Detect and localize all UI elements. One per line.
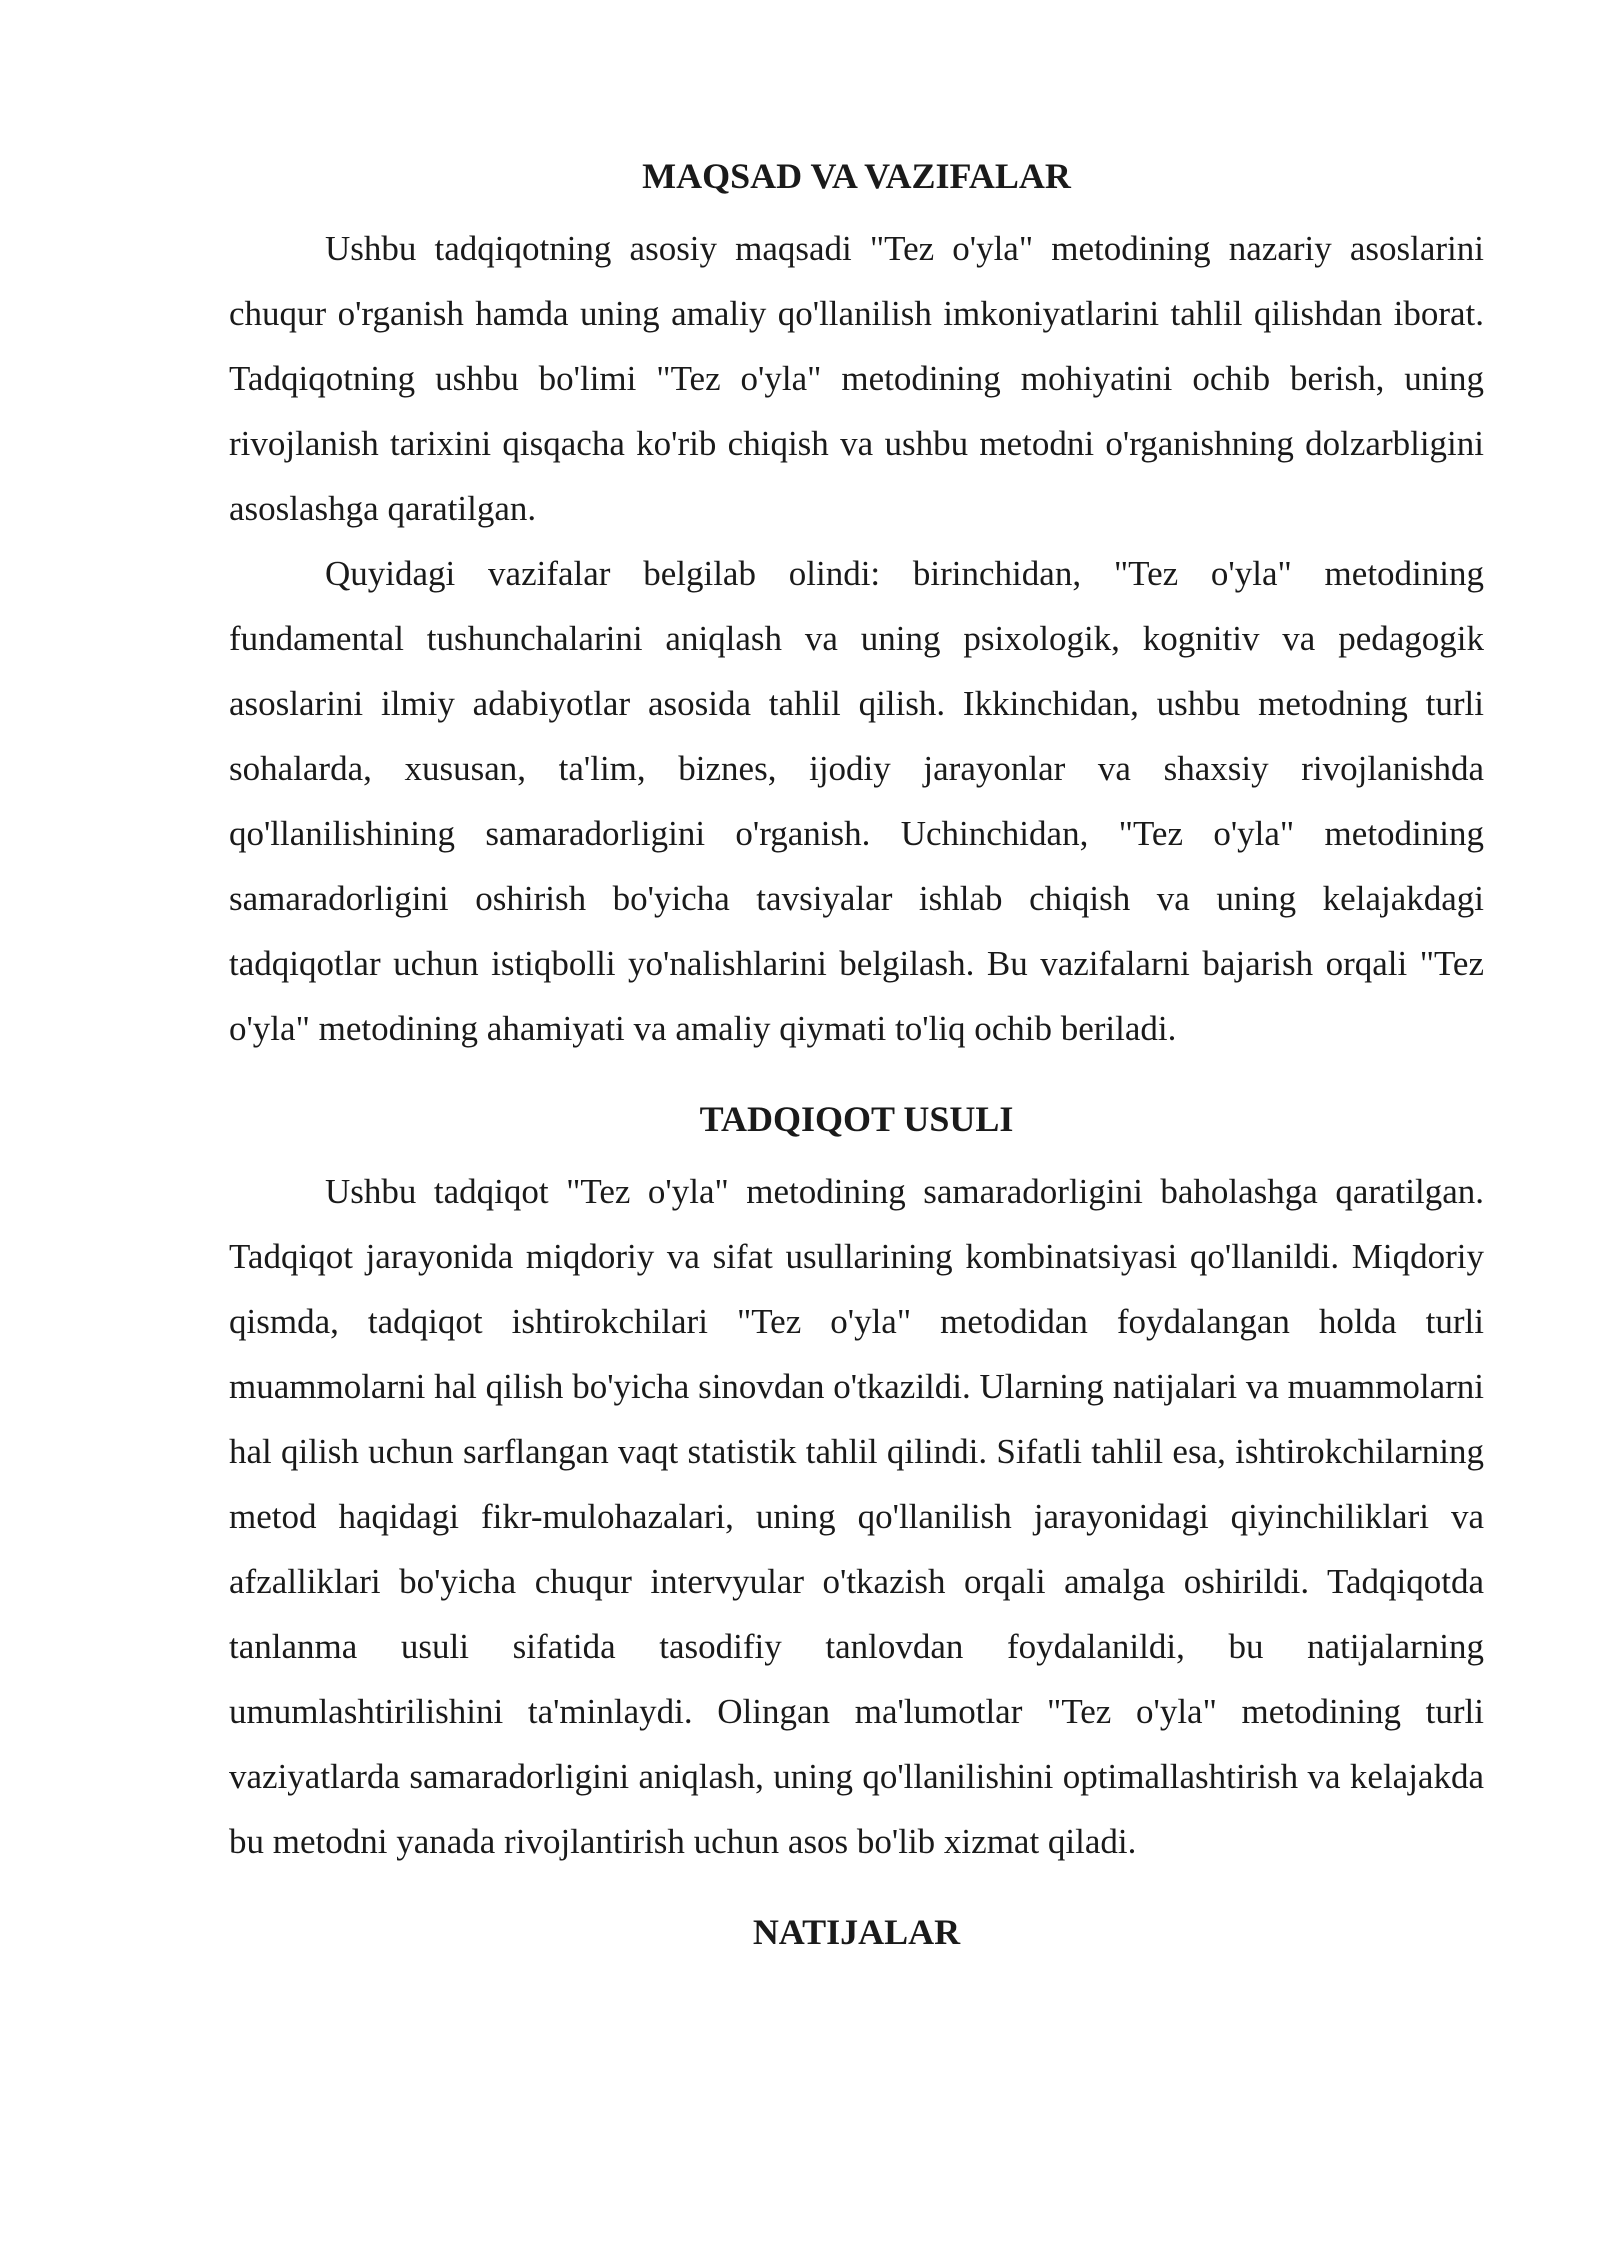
paragraph-usul: Ushbu tadqiqot "Tez o'yla" metodining samaradorligini baholashga qaratilgan. Tadqiqot jarayonida miqdoriy va sifat usullarining kombinatsiyasi qo'llanildi. Miqdoriy qismda, tadqiqot ishtirokchilari "Tez o'yla" metodidan foydalangan holda turli muammolarni hal qilish bo'yicha sinovdan o'tkazildi. Ularning natijalari va muammolarni hal qilish uchun sarflangan vaqt statistik tahlil qilindi. Sifatli tahlil esa, ishtirokchilarning metod haqidagi fikr-mulohazalari, uning qo'llanilish jarayonidagi qiyinchiliklari va afzalliklari bo'yicha chuqur intervyular o'tkazish orqali amalga oshirildi. Tadqiqotda tanlanma usuli sifatida tasodifiy tanlovdan foydalanildi, bu natijalarning umumlashtirilishini ta'minlaydi. Olingan ma'lumotlar "Tez o'yla" metodining turli vaziyatlarda samaradorligini aniqlash, uning qo'llanilishini optimallashtirish va kelajakda bu metodni yanada rivojlantirish uchun asos bo'lib xizmat qiladi. [229, 1172, 1484, 1861]
paragraph-vazifalar: Quyidagi vazifalar belgilab olindi: birinchidan, "Tez o'yla" metodining fundamental tushunchalarini aniqlash va uning psixologik, kognitiv va pedagogik asoslarini ilmiy adabiyotlar asosida tahlil qilish. Ikkinchidan, ushbu metodning turli sohalarda, xususan, ta'lim, biznes, ijodiy jarayonlar va shaxsiy rivojlanishda qo'llanilishining samaradorligini o'rganish. Uchinchidan, "Tez o'yla" metodining samaradorligini oshirish bo'yicha tavsiyalar ishlab chiqish va uning kelajakdagi tadqiqotlar uchun istiqbolli yo'nalishlarini belgilash. Bu vazifalarni bajarish orqali "Tez o'yla" metodining ahamiyati va amaliy qiymati to'liq ochib beriladi. [229, 554, 1484, 1048]
section-heading-usul: TADQIQOT USULI [699, 1099, 1014, 1139]
section-heading-maqsad: MAQSAD VA VAZIFALAR [642, 156, 1071, 196]
document-page [229, 140, 1484, 1956]
paragraph-maqsad: Ushbu tadqiqotning asosiy maqsadi "Tez o'yla" metodining nazariy asoslarini chuqur o'rganish hamda uning amaliy qo'llanilish imkoniyatlarini tahlil qilishdan iborat. Tadqiqotning ushbu bo'limi "Tez o'yla" metodining mohiyatini ochib berish, uning rivojlanish tarixini qisqacha ko'rib chiqish va ushbu metodni o'rganishning dolzarbligini asoslashga qaratilgan. [229, 229, 1484, 528]
section-heading-natijalar: NATIJALAR [752, 1912, 961, 1952]
